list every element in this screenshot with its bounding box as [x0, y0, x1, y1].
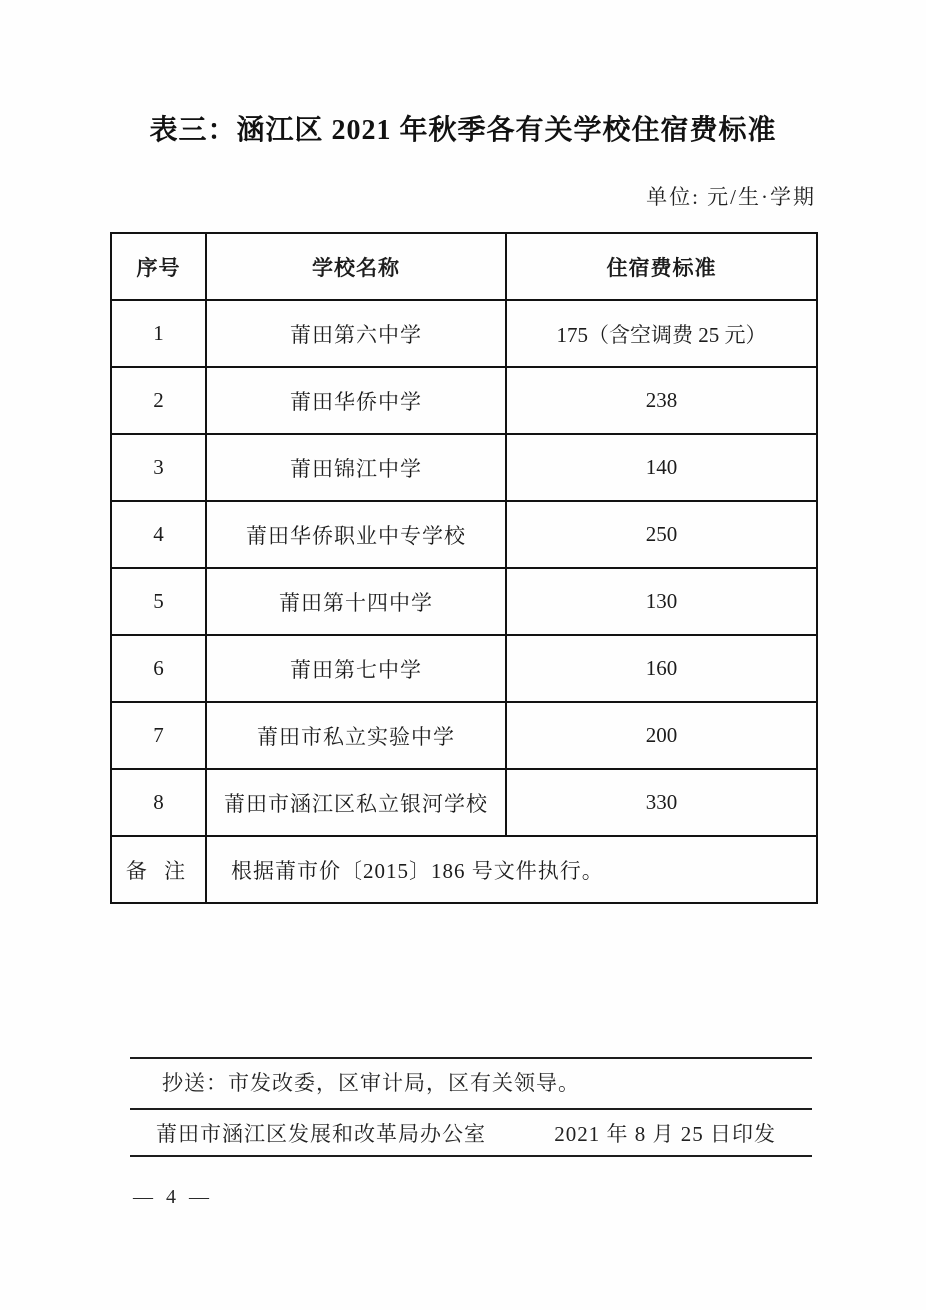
- row-fee: 200: [506, 702, 817, 769]
- table-row: [111, 434, 817, 501]
- row-school: 莆田市私立实验中学: [206, 702, 506, 769]
- row-school: 莆田市涵江区私立银河学校: [206, 769, 506, 836]
- row-fee: 250: [506, 501, 817, 568]
- print-date: 2021 年 8 月 25 日印发: [554, 1121, 776, 1146]
- row-school: 莆田第十四中学: [206, 568, 506, 635]
- row-school: 莆田第六中学: [206, 300, 506, 367]
- row-school: 莆田华侨中学: [206, 367, 506, 434]
- remark-text: 根据莆市价〔2015〕186 号文件执行。: [206, 836, 817, 903]
- issuer-line: [130, 1110, 812, 1155]
- row-school: 莆田第七中学: [206, 635, 506, 702]
- table-row: [111, 568, 817, 635]
- remark-label: 备 注: [111, 836, 206, 903]
- issuer-office: 莆田市涵江区发展和改革局办公室: [156, 1121, 486, 1146]
- row-fee: 140: [506, 434, 817, 501]
- page-title: 表三：涵江区 2021 年秋季各有关学校住宿费标准: [149, 115, 777, 146]
- row-fee: 175（含空调费 25 元）: [506, 300, 817, 367]
- remark-row: [111, 836, 817, 903]
- table-row: [111, 367, 817, 434]
- row-no: 8: [111, 769, 206, 836]
- unit-label: 单位: 元/生·学期: [646, 185, 816, 209]
- row-no: 4: [111, 501, 206, 568]
- header-no: 序号: [111, 233, 206, 300]
- row-no: 1: [111, 300, 206, 367]
- table-header-row: [111, 233, 817, 300]
- table-row: [111, 769, 817, 836]
- row-fee: 330: [506, 769, 817, 836]
- table-row: [111, 635, 817, 702]
- cc-line: 抄送：市发改委，区审计局，区有关领导。: [162, 1071, 580, 1095]
- row-school: 莆田华侨职业中专学校: [206, 501, 506, 568]
- header-school: 学校名称: [206, 233, 506, 300]
- row-no: 3: [111, 434, 206, 501]
- fee-table: [110, 232, 818, 904]
- table-row: [111, 300, 817, 367]
- footer-rule-bottom: [130, 1155, 812, 1157]
- header-fee: 住宿费标准: [506, 233, 817, 300]
- row-no: 7: [111, 702, 206, 769]
- table-row: [111, 702, 817, 769]
- document-footer: [130, 1057, 812, 1157]
- table-row: [111, 501, 817, 568]
- page-number: — 4 —: [133, 1186, 213, 1208]
- row-fee: 160: [506, 635, 817, 702]
- row-fee: 238: [506, 367, 817, 434]
- row-no: 5: [111, 568, 206, 635]
- row-fee: 130: [506, 568, 817, 635]
- row-no: 2: [111, 367, 206, 434]
- row-school: 莆田锦江中学: [206, 434, 506, 501]
- row-no: 6: [111, 635, 206, 702]
